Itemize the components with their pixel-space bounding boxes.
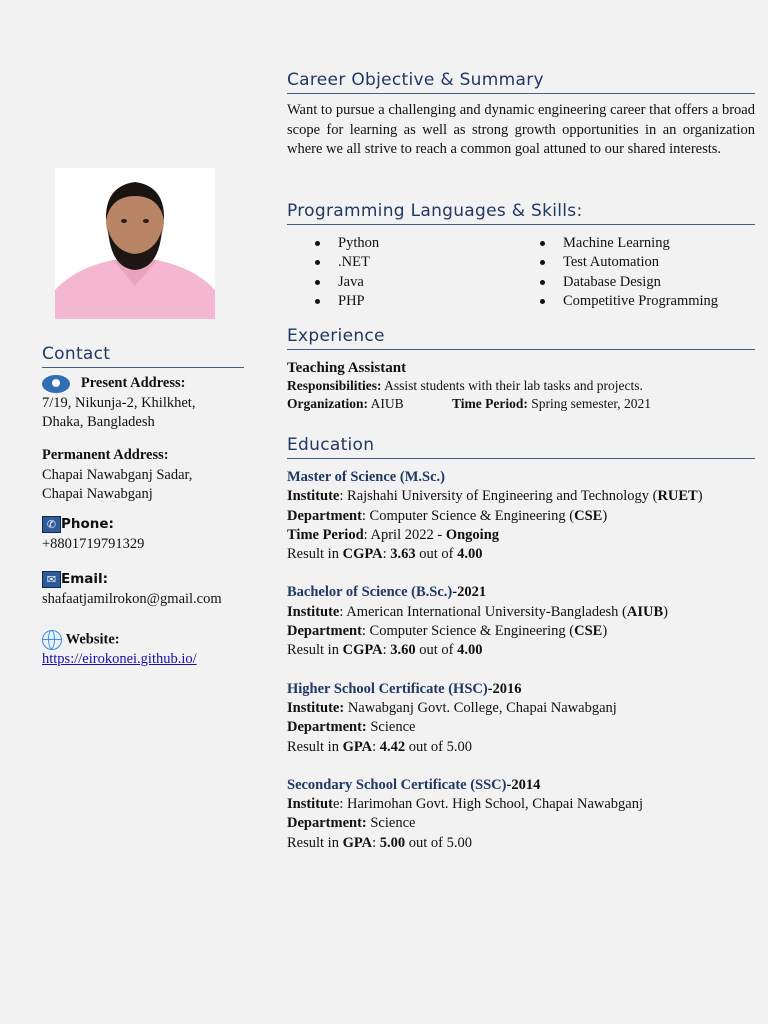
result-max: 4.00 <box>457 642 483 659</box>
phone-icon: ✆ <box>42 516 61 533</box>
experience-heading: Experience <box>287 326 755 350</box>
responsibilities-label: Responsibilities: <box>287 378 382 393</box>
experience-block <box>287 359 757 413</box>
department-label: Department <box>287 623 362 640</box>
department-value: Science <box>366 815 416 832</box>
permanent-address <box>42 446 262 505</box>
website-link[interactable]: https://eirokonei.github.io/ <box>42 651 197 667</box>
degree-year: -2021 <box>452 584 487 601</box>
skill-item: Java <box>313 273 379 292</box>
result-prefix: Result in <box>287 834 343 851</box>
skill-item: Machine Learning <box>538 234 718 253</box>
skills-heading: Programming Languages & Skills: <box>287 201 755 225</box>
email <box>42 570 282 609</box>
result-metric: CGPA <box>342 546 383 563</box>
department-value: : Computer Science & Engineering ( <box>361 507 575 524</box>
institute-label: Institut <box>287 796 333 813</box>
result-mid: out of <box>415 642 458 659</box>
time-period-label: Time Period: <box>452 396 528 411</box>
organization-label: Organization: <box>287 396 368 411</box>
profile-photo <box>55 168 215 319</box>
institute-abbr: RUET <box>657 488 698 505</box>
result-value: 4.42 <box>379 738 406 755</box>
skill-item: PHP <box>313 292 379 311</box>
institute-value: e: Harimohan Govt. High School, Chapai Nawabganj <box>332 796 644 813</box>
skills-list-right <box>538 234 718 311</box>
institute-label: Institute: <box>287 699 345 716</box>
present-address-line1: 7/19, Nikunja-2, Khilkhet, <box>42 394 196 411</box>
degree-year: -2016 <box>487 680 522 697</box>
result-max: 4.00 <box>457 546 483 563</box>
department-label: Department: <box>287 815 367 832</box>
education-ssc: Secondary School Certificate (SSC)-2014 Institute: Harimohan Govt. High School, Chapai Nawabganj Department: Science Result in GPA: 5.00 out of 5.00 <box>287 776 644 851</box>
department-abbr: CSE <box>574 507 603 524</box>
department-value: : Computer Science & Engineering ( <box>361 623 575 640</box>
institute-label: Institute <box>287 488 340 505</box>
location-pin-icon <box>42 375 70 393</box>
profile-photo-image <box>55 168 215 319</box>
department-label: Department: <box>287 719 367 736</box>
globe-icon <box>42 630 62 650</box>
time-period-value: Spring semester, 2021 <box>527 396 652 411</box>
result-mid: out of <box>415 546 458 563</box>
result-metric: GPA <box>342 738 373 755</box>
permanent-address-line2: Chapai Nawabganj <box>42 486 153 502</box>
phone-label: Phone: <box>61 516 114 532</box>
time-period-label: Time Period <box>287 526 364 543</box>
result-value: 3.63 <box>390 546 416 563</box>
skill-item: Test Automation <box>538 253 718 272</box>
time-period-status: Ongoing <box>445 526 500 543</box>
skill-item: Competitive Programming <box>538 292 718 311</box>
degree-title: Secondary School Certificate (SSC) <box>287 776 507 793</box>
skill-item: .NET <box>313 253 379 272</box>
skill-item: Python <box>313 234 379 253</box>
envelope-icon: ✉ <box>42 571 61 588</box>
institute-value: : Rajshahi University of Engineering and Technology ( <box>339 488 658 505</box>
department-abbr: CSE <box>574 623 603 640</box>
result-tail: out of 5.00 <box>405 738 473 755</box>
result-value: 5.00 <box>379 834 406 851</box>
department-value: Science <box>366 719 416 736</box>
result-prefix: Result in <box>287 738 343 755</box>
permanent-address-label: Permanent Address: <box>42 447 169 463</box>
website <box>42 630 282 670</box>
result-prefix: Result in <box>287 546 343 563</box>
experience-title: Teaching Assistant <box>287 360 407 376</box>
permanent-address-line1: Chapai Nawabganj Sadar, <box>42 466 193 483</box>
education-msc: Master of Science (M.Sc.) Institute: Rajshahi University of Engineering and Technology (RUET) Department: Computer Science & Engineering (CSE) Time Period: April 2022 - Ongoing Result in CGPA: 3.63 out of 4.00 <box>287 469 703 563</box>
degree-year: -2014 <box>506 776 541 793</box>
department-label: Department <box>287 507 362 524</box>
education-list <box>287 468 757 872</box>
degree-title: Master of Science (M.Sc.) <box>287 469 445 485</box>
education-heading: Education <box>287 435 755 459</box>
institute-value: Nawabganj Govt. College, Chapai Nawabganj <box>344 699 617 716</box>
institute-label: Institute <box>287 603 340 620</box>
website-label: Website: <box>65 631 120 648</box>
skill-item: Database Design <box>538 273 718 292</box>
organization-value: AIUB <box>368 396 404 411</box>
result-tail: out of 5.00 <box>405 834 473 851</box>
skills-list-left <box>313 234 379 311</box>
institute-value: : American International University-Bangladesh ( <box>339 603 627 620</box>
email-value: shafaatjamilrokon@gmail.com <box>42 590 222 607</box>
phone <box>42 515 262 554</box>
objective-text: Want to pursue a challenging and dynamic engineering career that offers a broad scope for learning as well as strong growth opportunities in an organization where we all strive to reach a common goal attuned to our shared interests. <box>287 102 755 157</box>
objective-heading: Career Objective & Summary <box>287 70 755 94</box>
responsibilities-value: Assist students with their lab tasks and projects. <box>381 378 643 393</box>
institute-abbr: AIUB <box>626 603 664 620</box>
result-metric: CGPA <box>342 642 383 659</box>
time-period-value: : April 2022 - <box>363 526 446 543</box>
present-address <box>42 374 262 433</box>
degree-title: Higher School Certificate (HSC) <box>287 680 488 697</box>
result-metric: GPA <box>342 834 373 851</box>
education-bsc: Bachelor of Science (B.Sc.)-2021 Institute: American International University-Bangladesh (AIUB) Department: Computer Science & Engineering (CSE) Result in CGPA: 3.60 out of 4.00 <box>287 584 668 659</box>
degree-title: Bachelor of Science (B.Sc.) <box>287 584 453 601</box>
result-prefix: Result in <box>287 642 343 659</box>
education-hsc: Higher School Certificate (HSC)-2016 Institute: Nawabganj Govt. College, Chapai Nawabganj Department: Science Result in GPA: 4.42 out of 5.00 <box>287 680 617 755</box>
email-label: Email: <box>61 571 109 587</box>
phone-value: +8801719791329 <box>42 535 145 552</box>
contact-heading: Contact <box>42 344 244 368</box>
present-address-line2: Dhaka, Bangladesh <box>42 414 155 430</box>
result-value: 3.60 <box>390 642 416 659</box>
present-address-label: Present Address: <box>80 375 186 391</box>
